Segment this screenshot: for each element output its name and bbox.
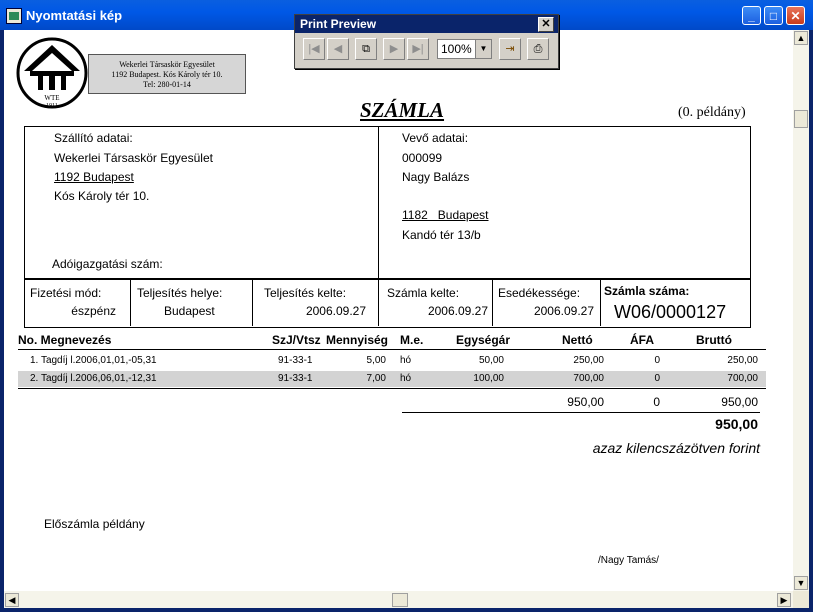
col-header-net: Nettó	[562, 333, 593, 347]
meta-divider	[492, 278, 493, 326]
payment-value: észpénz	[71, 304, 116, 318]
svg-text:1911: 1911	[46, 103, 58, 109]
total-net: 950,00	[567, 395, 604, 409]
invoice-page	[4, 30, 792, 591]
copy-number: (0. példány)	[678, 105, 746, 120]
due-date-value: 2006.09.27	[533, 304, 594, 318]
toolbar-title-text: Print Preview	[300, 17, 377, 31]
row-code: 91-33-1	[278, 373, 313, 384]
place-value: Budapest	[164, 304, 215, 318]
col-header-vat: ÁFA	[630, 333, 654, 347]
vertical-scroll-thumb[interactable]	[794, 110, 808, 128]
place-label: Teljesítés helye:	[137, 286, 223, 300]
row-name: 1. Tagdíj l.2006,01,01,-05,31	[30, 355, 157, 366]
club-logo	[16, 37, 88, 109]
due-date-label: Esedékessége:	[498, 286, 581, 300]
vertical-scrollbar[interactable]	[793, 30, 809, 591]
supplier-street: Kós Károly tér 10.	[54, 189, 150, 203]
scroll-down-button[interactable]: ▼	[794, 576, 808, 590]
meta-divider	[600, 278, 601, 326]
row-gross: 250,00	[727, 355, 758, 366]
row-vat: 0	[654, 355, 660, 366]
buyer-id: 000099	[402, 151, 443, 165]
col-header-gross: Bruttó	[696, 333, 732, 347]
performance-date-value: 2006.09.27	[305, 304, 366, 318]
header-rule	[18, 349, 766, 350]
totals-rule	[402, 412, 760, 413]
print-button[interactable]: ⎙	[527, 38, 549, 60]
row-net: 700,00	[573, 373, 604, 384]
meta-divider	[252, 278, 253, 326]
meta-divider	[130, 278, 131, 326]
supplier-name: Wekerlei Társaskör Egyesület	[54, 151, 213, 165]
grand-total: 950,00	[715, 416, 758, 432]
header-address-box	[88, 54, 246, 94]
row-code: 91-33-1	[278, 355, 313, 366]
row-unitprice: 100,00	[473, 373, 504, 384]
maximize-button[interactable]: □	[764, 6, 783, 25]
buyer-name: Nagy Balázs	[402, 170, 470, 184]
row-unit: hó	[400, 373, 412, 384]
minimize-button[interactable]: _	[742, 6, 761, 25]
row-unit: hó	[400, 355, 412, 366]
scrollbar-corner	[793, 591, 809, 608]
invoice-number-value: W06/0000127	[614, 302, 727, 322]
exit-preview-button[interactable]: ⇥	[499, 38, 521, 60]
total-gross: 950,00	[721, 395, 758, 409]
party-divider	[378, 126, 379, 278]
row-net: 250,00	[573, 355, 604, 366]
col-header-qty: Mennyiség	[326, 333, 389, 347]
svg-text:WTE: WTE	[44, 94, 60, 102]
window-title: Nyomtatási kép	[26, 8, 123, 23]
tax-number-label: Adóigazgatási szám:	[52, 257, 163, 271]
performance-date-label: Teljesítés kelte:	[264, 286, 347, 300]
window-client	[4, 30, 809, 608]
proforma-note: Előszámla példány	[44, 517, 145, 531]
supplier-heading: Szállító adatai:	[54, 131, 133, 145]
signature: /Nagy Tamás/	[598, 555, 659, 566]
last-page-button[interactable]: ▶|	[407, 38, 429, 60]
meta-divider	[378, 278, 379, 326]
row-qty: 7,00	[366, 373, 386, 384]
col-header-name: No. Megnevezés	[18, 333, 112, 347]
horizontal-scrollbar[interactable]	[4, 591, 793, 608]
zoom-select[interactable]	[437, 39, 492, 59]
row-qty: 5,00	[366, 355, 386, 366]
previous-page-button[interactable]: ◀	[327, 38, 349, 60]
col-header-unit: M.e.	[400, 333, 424, 347]
close-button[interactable]: ✕	[786, 6, 805, 25]
scroll-up-button[interactable]: ▲	[794, 31, 808, 45]
row-unitprice: 50,00	[478, 355, 504, 366]
col-header-unitprice: Egységár	[456, 333, 511, 347]
amount-in-words: azaz kilencszázötven forint	[592, 440, 760, 456]
payment-label: Fizetési mód:	[30, 286, 102, 300]
buyer-street: Kandó tér 13/b	[402, 228, 481, 242]
first-page-button[interactable]: |◀	[303, 38, 325, 60]
next-page-button[interactable]: ▶	[383, 38, 405, 60]
rows-rule	[18, 388, 766, 389]
scroll-left-button[interactable]: ◀	[5, 593, 19, 607]
invoice-title: SZÁMLA	[360, 98, 445, 122]
scroll-right-button[interactable]: ▶	[777, 593, 791, 607]
col-header-code: SzJ/Vtsz	[272, 333, 321, 347]
total-vat: 0	[653, 395, 660, 409]
horizontal-scroll-thumb[interactable]	[392, 593, 408, 607]
toolbar-close-button[interactable]: ✕	[538, 17, 554, 32]
multiple-pages-button[interactable]: ⧉	[355, 38, 377, 60]
buyer-heading: Vevő adatai:	[402, 131, 469, 145]
header-line: 1192 Budapest. Kós Károly tér 10.	[111, 70, 223, 79]
invoice-date-label: Számla kelte:	[387, 286, 460, 300]
zoom-value: 100%	[441, 42, 472, 56]
header-line: Tel: 280-01-14	[143, 80, 191, 89]
row-name: 2. Tagdíj l.2006,06,01,-12,31	[30, 373, 157, 384]
toolbar-title[interactable]	[295, 15, 558, 33]
invoice-date-value: 2006.09.27	[427, 304, 488, 318]
buyer-city: 1182 Budapest	[402, 208, 489, 222]
supplier-city: 1192 Budapest	[54, 170, 134, 184]
row-vat: 0	[654, 373, 660, 384]
row-gross: 700,00	[727, 373, 758, 384]
invoice-number-label: Számla száma:	[604, 284, 690, 298]
chevron-down-icon[interactable]: ▼	[475, 40, 491, 58]
print-preview-toolbar[interactable]	[294, 14, 559, 69]
app-icon	[6, 8, 22, 24]
header-line: Wekerlei Társaskör Egyesület	[119, 60, 215, 69]
